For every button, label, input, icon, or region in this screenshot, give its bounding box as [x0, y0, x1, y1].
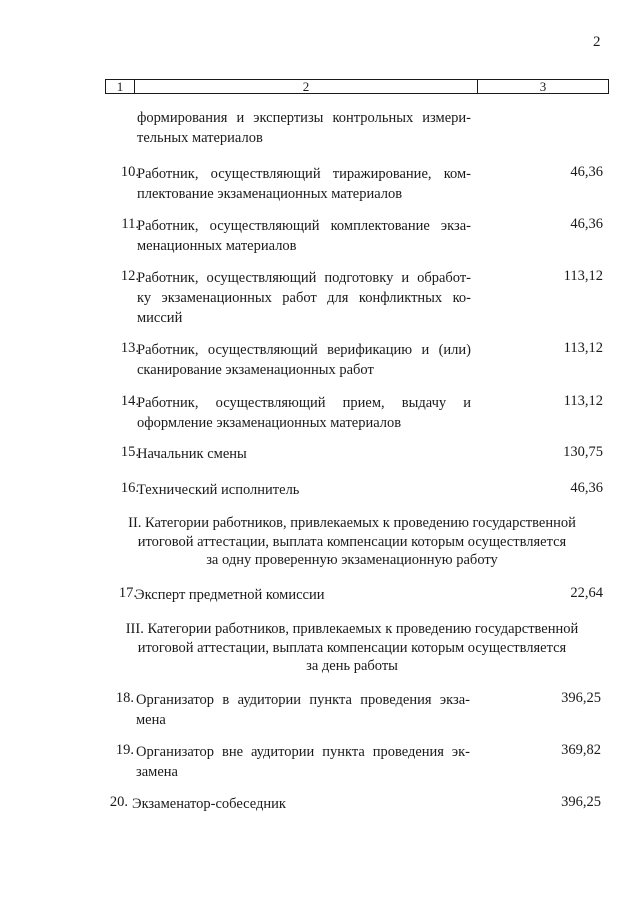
text-line: миссий [137, 310, 183, 326]
text-line: Технический исполнитель [137, 482, 300, 498]
item-number: 20. [109, 794, 128, 810]
item-value: 113,12 [563, 393, 603, 409]
text-line: Работник, осуществляющий комплектование экза- [137, 218, 471, 234]
item-number: 14. [120, 393, 139, 409]
section-heading [100, 514, 604, 570]
text-line: менационных материалов [137, 238, 297, 254]
item-value: 113,12 [563, 340, 603, 356]
item-text [137, 480, 471, 500]
item-number: 11. [121, 216, 139, 232]
text-line: Работник, осуществляющий тиражирование, ком- [137, 166, 471, 182]
item-value: 396,25 [561, 794, 601, 810]
text-line: Работник, осуществляющий верификацию и (или) [137, 342, 471, 358]
item-number: 17. [118, 585, 137, 601]
item-value: 46,36 [570, 480, 603, 496]
column-2-header: 2 [135, 80, 478, 93]
text-line: Работник, осуществляющий прием, выдачу и [137, 395, 471, 411]
page-number: 2 [593, 34, 601, 50]
column-3-header: 3 [539, 79, 547, 94]
heading-line: за одну проверенную экзаменационную работу [206, 552, 498, 568]
text-line: мена [136, 712, 166, 728]
item-text [137, 164, 471, 204]
item-text [137, 340, 471, 380]
item-text [136, 742, 470, 782]
item-number: 12. [120, 268, 139, 284]
item-value: 46,36 [570, 164, 603, 180]
heading-line: III. Категории работников, привлекаемых к проведению государственной [125, 621, 579, 637]
item-number: 13. [120, 340, 139, 356]
item-value: 22,64 [570, 585, 603, 601]
heading-line: за день работы [306, 658, 398, 674]
text-line: оформление экзаменационных материалов [137, 415, 402, 431]
column-1-header: 1 [106, 80, 135, 93]
text-line: замена [136, 764, 178, 780]
heading-line: II. Категории работников, привлекаемых к проведению государственной [128, 515, 576, 531]
text-line: Эксперт предметной комиссии [135, 587, 325, 603]
heading-line: итоговой аттестации, выплата компенсации которым осуществляется [137, 533, 567, 550]
text-line: тельных материалов [137, 130, 263, 146]
text-line: Экзаменатор-собеседник [132, 796, 286, 812]
text-line: формирования и экспертизы контрольных измери- [137, 110, 471, 126]
item-text [136, 690, 470, 730]
text-line: Работник, осуществляющий подготовку и обработ- [137, 270, 471, 286]
item-number: 15. [120, 444, 139, 460]
item-number: 18. [115, 690, 134, 706]
item-text [135, 585, 469, 605]
item-text [137, 268, 471, 328]
item-value: 130,75 [563, 444, 603, 460]
item-value: 113,12 [563, 268, 603, 284]
item-number: 19. [115, 742, 134, 758]
item-number: 16. [120, 480, 139, 496]
table-header-row [105, 79, 609, 94]
item-value: 369,82 [561, 742, 601, 758]
item-text [137, 216, 471, 256]
text-line: ку экзаменационных работ для конфликтных ко- [137, 290, 471, 306]
item-text [137, 393, 471, 433]
item-text [137, 444, 471, 464]
text-line: Организатор вне аудитории пункта проведения эк- [136, 744, 470, 760]
item-value: 46,36 [570, 216, 603, 232]
item-value: 396,25 [561, 690, 601, 706]
text-line: Организатор в аудитории пункта проведения экза- [136, 692, 470, 708]
text-line: сканирование экзаменационных работ [137, 362, 374, 378]
heading-line: итоговой аттестации, выплата компенсации которым осуществляется [137, 639, 567, 656]
text-line: плектование экзаменационных материалов [137, 186, 403, 202]
item-text [132, 794, 466, 814]
section-heading [100, 620, 604, 676]
text-line: Начальник смены [137, 446, 247, 462]
continuation-text [137, 108, 471, 148]
item-number: 10. [120, 164, 139, 180]
